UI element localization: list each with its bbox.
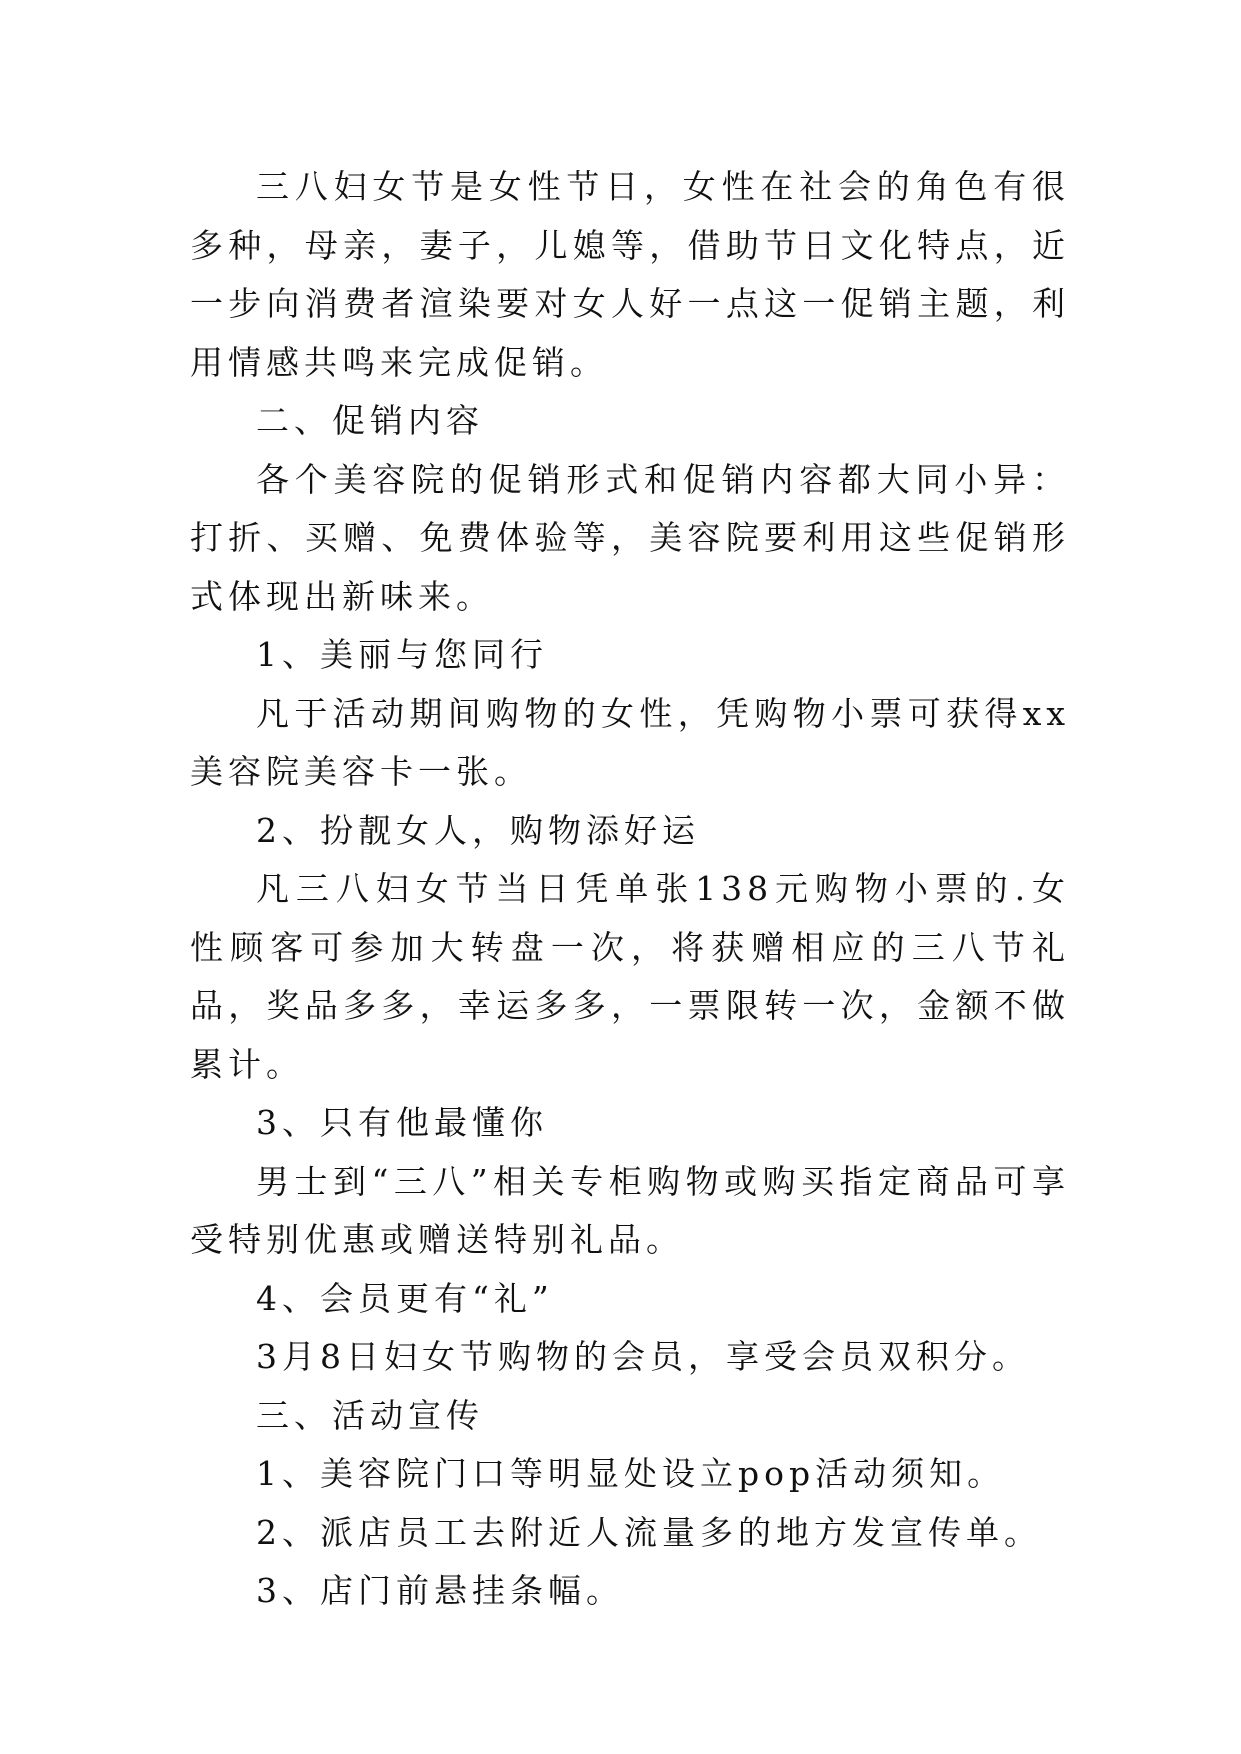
item-heading-3: 3、只有他最懂你 bbox=[256, 1103, 548, 1142]
item-body-3: 男士到“三八”相关专柜购物或购买指定商品可享受特别优惠或赠送特别礼品。 bbox=[190, 1161, 1070, 1259]
item-heading-4: 4、会员更有“礼” bbox=[256, 1278, 554, 1318]
item-body-1: 凡于活动期间购物的女性，凭购物小票可获得xx美容院美容卡一张。 bbox=[190, 693, 1070, 791]
item-heading-1: 1、美丽与您同行 bbox=[256, 635, 548, 674]
publicity-item-3: 3、店门前悬挂条幅。 bbox=[256, 1571, 624, 1610]
section-heading-promotion-content: 二、促销内容 bbox=[256, 401, 484, 440]
item-body-4: 3月8日妇女节购物的会员，享受会员双积分。 bbox=[256, 1337, 1030, 1376]
document-body bbox=[190, 158, 1070, 1621]
item-heading-2: 2、扮靓女人，购物添好运 bbox=[256, 810, 700, 850]
item-body-2: 凡三八妇女节当日凭单张138元购物小票的.女性顾客可参加大转盘一次，将获赠相应的三八节礼品，奖品多多，幸运多多，一票限转一次，金额不做累计。 bbox=[190, 869, 1070, 1084]
paragraph-intro: 三八妇女节是女性节日，女性在社会的角色有很多种，母亲，妻子，儿媳等，借助节日文化特点，近一步向消费者渲染要对女人好一点这一促销主题，利用情感共鸣来完成促销。 bbox=[190, 167, 1070, 382]
publicity-item-1: 1、美容院门口等明显处设立pop活动须知。 bbox=[256, 1454, 1006, 1493]
section-heading-publicity: 三、活动宣传 bbox=[256, 1395, 484, 1435]
paragraph-promotion-forms: 各个美容院的促销形式和促销内容都大同小异：打折、买赠、免费体验等，美容院要利用这些促销形式体现出新味来。 bbox=[190, 459, 1070, 616]
publicity-item-2: 2、派店员工去附近人流量多的地方发宣传单。 bbox=[256, 1512, 1042, 1552]
